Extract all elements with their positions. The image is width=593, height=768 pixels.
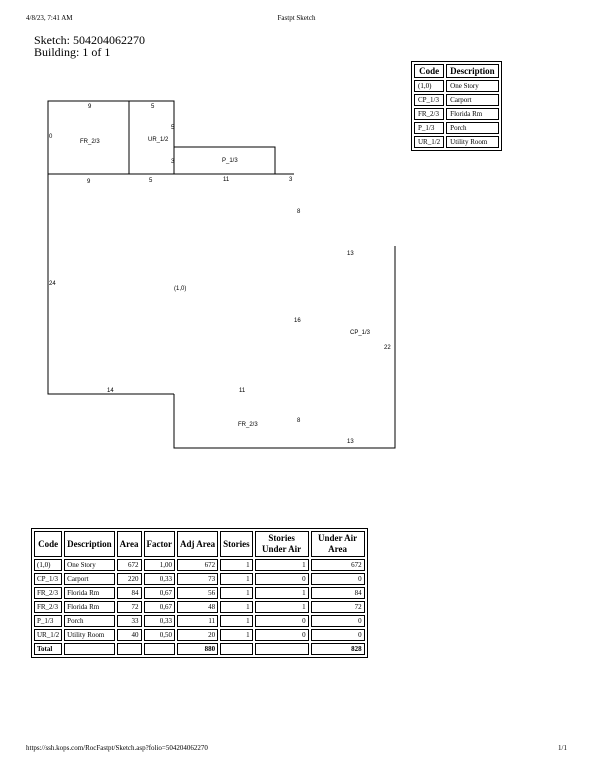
- summary-header-adj-area: Adj Area: [177, 531, 218, 557]
- cell: FR_2/3: [34, 601, 62, 613]
- total-row: [34, 643, 365, 655]
- cell: 672: [177, 559, 218, 571]
- dim-label: 9: [88, 104, 92, 110]
- cell: 40: [117, 629, 142, 641]
- dim-label: 8: [297, 418, 301, 424]
- cell: 0: [255, 629, 309, 641]
- cell: Florida Rm: [64, 587, 115, 599]
- dim-label: 13: [347, 439, 354, 445]
- cell: 72: [311, 601, 365, 613]
- cell: 1: [220, 601, 253, 613]
- cell: One Story: [64, 559, 115, 571]
- summary-header-under-air-area: Under Air Area: [311, 531, 365, 557]
- cell: [220, 643, 253, 655]
- dim-label: 16: [294, 318, 301, 324]
- building-count: Building: 1 of 1: [34, 45, 111, 59]
- legend-header-code: Code: [414, 64, 444, 78]
- table-row: [34, 587, 365, 599]
- dim-label: 3: [289, 177, 293, 183]
- legend-description: Porch: [446, 122, 499, 134]
- summary-header-code: Code: [34, 531, 62, 557]
- legend-row: [414, 80, 499, 92]
- cell: 72: [117, 601, 142, 613]
- cell: 0: [311, 615, 365, 627]
- cell: Carport: [64, 573, 115, 585]
- cell: 0: [255, 573, 309, 585]
- cell: 0: [311, 573, 365, 585]
- legend-description: One Story: [446, 80, 499, 92]
- cell: 48: [177, 601, 218, 613]
- sketch-label-main: (1,0): [174, 286, 187, 292]
- summary-header-row: [34, 531, 365, 557]
- dim-label: 8: [297, 209, 301, 215]
- cell: 880: [177, 643, 218, 655]
- legend-table: [411, 61, 502, 151]
- page-url: https://ssh.kops.com/RocFastpt/Sketch.asp?folio=504204062270: [26, 744, 208, 752]
- sketch-label-ur: UR_1/2: [148, 137, 169, 143]
- cell: 33: [117, 615, 142, 627]
- cell: 0,33: [144, 573, 175, 585]
- cell: Utility Room: [64, 629, 115, 641]
- legend-header-description: Description: [446, 64, 499, 78]
- cell: P_1/3: [34, 615, 62, 627]
- cell: 0,67: [144, 587, 175, 599]
- cell: 1: [220, 587, 253, 599]
- sketch-label-porch: P_1/3: [222, 158, 238, 164]
- cell: [255, 643, 309, 655]
- sketch-area-carport: [174, 246, 395, 448]
- table-row: [34, 573, 365, 585]
- cell: 84: [117, 587, 142, 599]
- cell: 672: [117, 559, 142, 571]
- dim-label: 11: [239, 388, 246, 394]
- summary-header-description: Description: [64, 531, 115, 557]
- area-summary-table: [31, 528, 368, 658]
- cell: 1: [220, 629, 253, 641]
- cell: FR_2/3: [34, 587, 62, 599]
- dim-label: 14: [107, 388, 114, 394]
- cell: 220: [117, 573, 142, 585]
- sketch-area-main: [48, 174, 294, 394]
- dim-label: 9: [87, 179, 91, 185]
- sketch-id: Sketch: 504204062270: [34, 33, 145, 47]
- dim-label: 22: [384, 345, 391, 351]
- legend-description: Carport: [446, 94, 499, 106]
- dim-label: 5: [149, 178, 153, 184]
- summary-header-stories: Stories: [220, 531, 253, 557]
- legend-code: CP_1/3: [414, 94, 444, 106]
- summary-header-factor: Factor: [144, 531, 175, 557]
- sketch-label-carport: CP_1/3: [350, 330, 371, 336]
- cell: 1: [255, 601, 309, 613]
- dim-label: 5: [151, 104, 155, 110]
- legend-row: [414, 122, 499, 134]
- cell: 0,67: [144, 601, 175, 613]
- cell: 672: [311, 559, 365, 571]
- legend-code: FR_2/3: [414, 108, 444, 120]
- dim-label: 11: [223, 177, 230, 183]
- cell: 0: [255, 615, 309, 627]
- cell: 73: [177, 573, 218, 585]
- cell: 56: [177, 587, 218, 599]
- legend-header-row: [414, 64, 499, 78]
- cell: UR_1/2: [34, 629, 62, 641]
- print-title: Fastpt Sketch: [277, 14, 316, 22]
- cell: 1: [220, 573, 253, 585]
- cell: 84: [311, 587, 365, 599]
- dim-label: 13: [347, 251, 354, 257]
- cell: [64, 643, 115, 655]
- cell: 20: [177, 629, 218, 641]
- cell: 11: [177, 615, 218, 627]
- dim-label: 5: [171, 125, 175, 131]
- cell: Total: [34, 643, 62, 655]
- table-row: [34, 559, 365, 571]
- building-sketch: [44, 96, 404, 456]
- print-datetime: 4/8/23, 7:41 AM: [26, 14, 73, 22]
- summary-header-area: Area: [117, 531, 142, 557]
- cell: Porch: [64, 615, 115, 627]
- dim-label: 0: [49, 134, 53, 140]
- cell: Florida Rm: [64, 601, 115, 613]
- cell: [144, 643, 175, 655]
- legend-row: [414, 136, 499, 148]
- legend-code: P_1/3: [414, 122, 444, 134]
- legend-description: Florida Rm: [446, 108, 499, 120]
- legend-row: [414, 108, 499, 120]
- dim-label: 24: [49, 281, 56, 287]
- cell: 0,33: [144, 615, 175, 627]
- legend-row: [414, 94, 499, 106]
- sketch-area-fr-top: [48, 101, 129, 174]
- legend-description: Utility Room: [446, 136, 499, 148]
- table-row: [34, 629, 365, 641]
- cell: 1: [255, 587, 309, 599]
- cell: 0,50: [144, 629, 175, 641]
- dim-label: 3: [171, 159, 175, 165]
- cell: 1: [220, 615, 253, 627]
- sketch-label-fr-top: FR_2/3: [80, 139, 100, 145]
- legend-code: UR_1/2: [414, 136, 444, 148]
- cell: CP_1/3: [34, 573, 62, 585]
- cell: [117, 643, 142, 655]
- sketch-label-fr-bottom: FR_2/3: [238, 422, 258, 428]
- cell: 1,00: [144, 559, 175, 571]
- summary-header-stories-under-air: Stories Under Air: [255, 531, 309, 557]
- cell: 1: [220, 559, 253, 571]
- table-row: [34, 615, 365, 627]
- cell: 0: [311, 629, 365, 641]
- cell: (1,0): [34, 559, 62, 571]
- legend-code: (1,0): [414, 80, 444, 92]
- cell: 828: [311, 643, 365, 655]
- cell: 1: [255, 559, 309, 571]
- page-number: 1/1: [558, 744, 567, 752]
- table-row: [34, 601, 365, 613]
